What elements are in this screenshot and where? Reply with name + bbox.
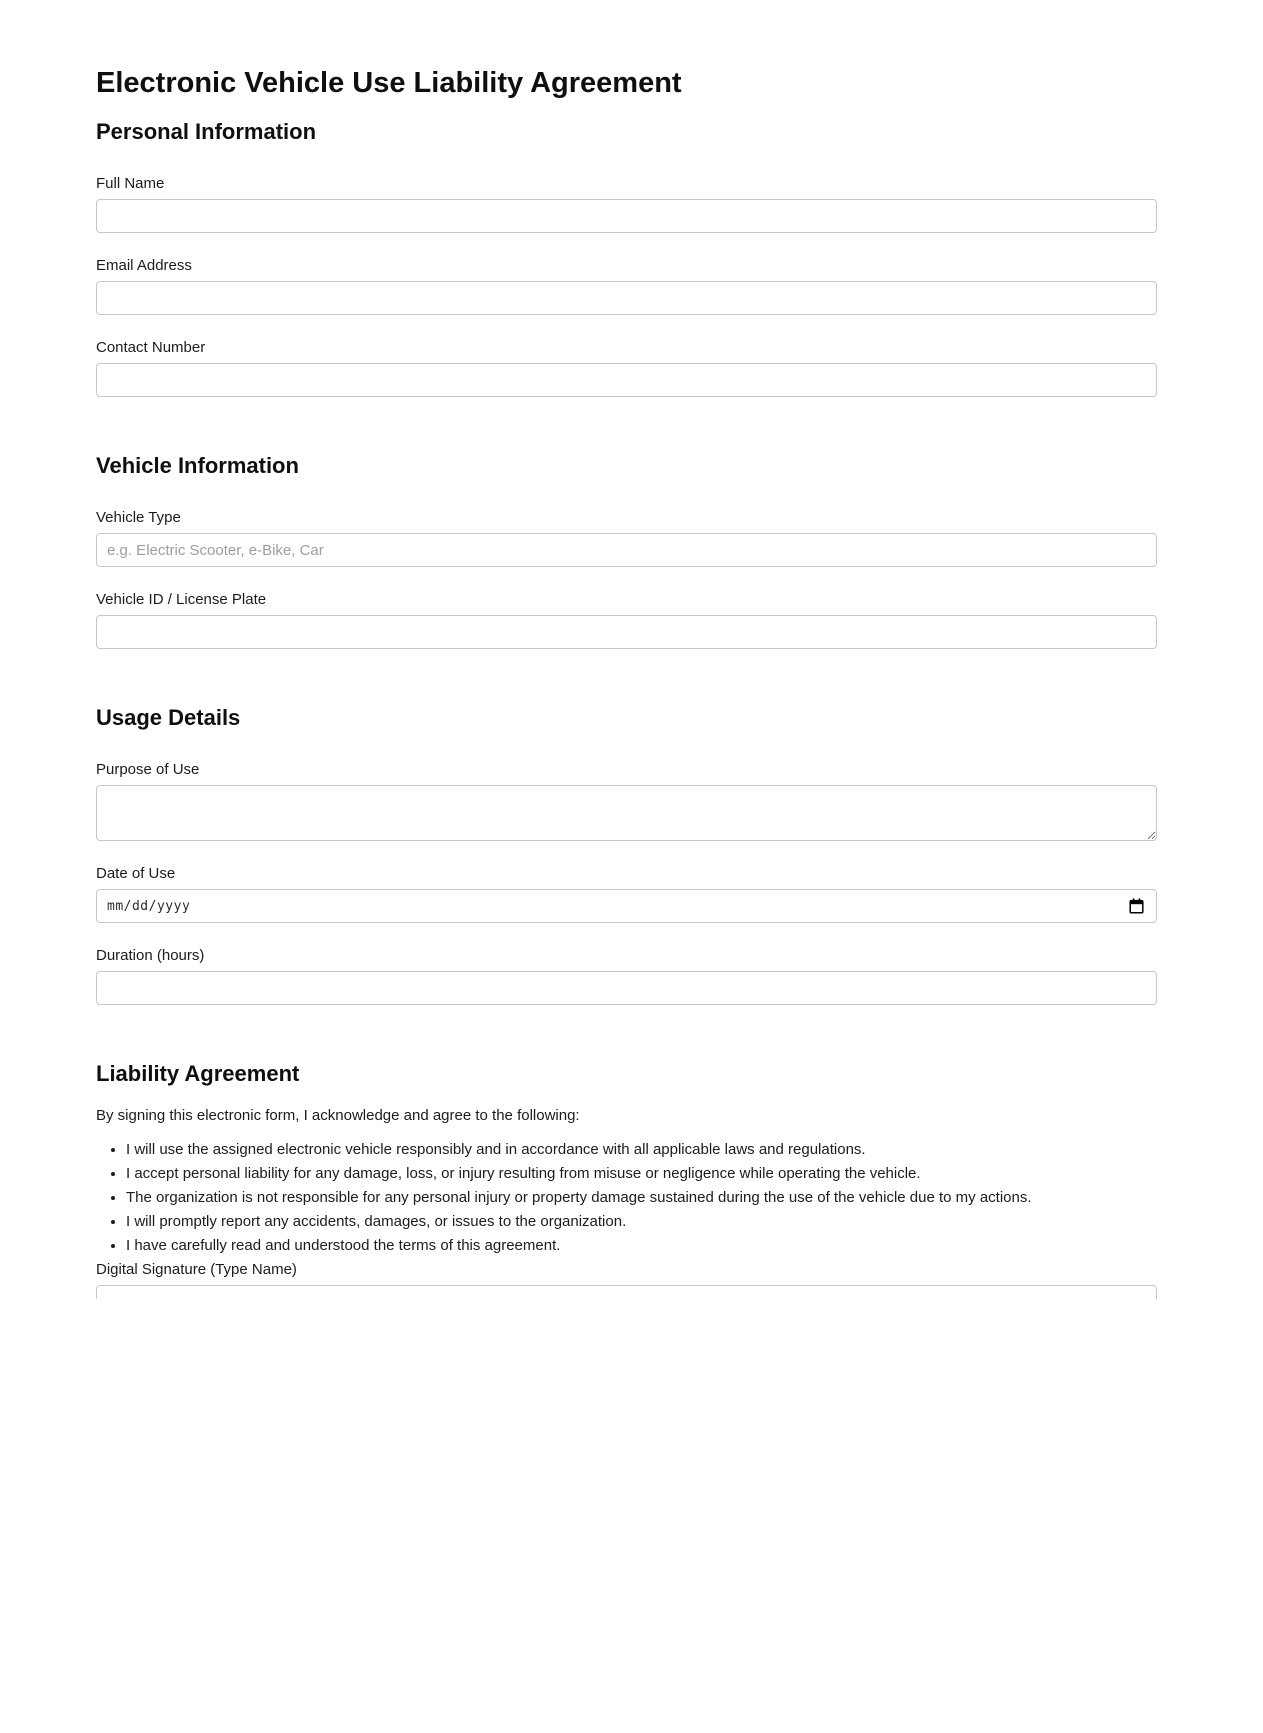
section-heading-personal: Personal Information [96, 119, 317, 144]
email-label: Email Address [96, 257, 192, 274]
form-container [96, 0, 1157, 1299]
contact-number-input[interactable] [96, 363, 1157, 397]
section-heading-vehicle: Vehicle Information [96, 453, 299, 478]
page-title: Electronic Vehicle Use Liability Agreement [96, 67, 682, 99]
field-date-of-use [96, 865, 1157, 923]
field-email [96, 257, 1157, 315]
list-item: • I have carefully read and understood the terms of this agreement. [126, 1237, 1157, 1254]
date-of-use-input[interactable] [96, 889, 1157, 923]
list-item: • The organization is not responsible for any personal injury or property damage sustained during the use of the vehicle due to my actions. [126, 1189, 1157, 1206]
contact-number-label: Contact Number [96, 339, 206, 356]
list-item: • I will use the assigned electronic vehicle responsibly and in accordance with all applicable laws and regulations. [126, 1141, 1157, 1158]
duration-input[interactable] [96, 971, 1157, 1005]
vehicle-type-input[interactable] [96, 533, 1157, 567]
section-usage-details [96, 705, 1157, 1005]
section-personal-information [96, 119, 1157, 397]
digital-signature-clip [96, 1285, 1157, 1299]
purpose-of-use-label: Purpose of Use [96, 761, 200, 778]
section-liability-agreement [96, 1061, 1157, 1299]
field-duration [96, 947, 1157, 1005]
section-vehicle-information [96, 453, 1157, 649]
vehicle-type-label: Vehicle Type [96, 509, 181, 526]
field-vehicle-id [96, 591, 1157, 649]
email-field[interactable] [96, 281, 1157, 315]
section-heading-liability: Liability Agreement [96, 1061, 300, 1086]
vehicle-id-label: Vehicle ID / License Plate [96, 591, 267, 608]
liability-intro-text: By signing this electronic form, I acknowledge and agree to the following: [96, 1107, 580, 1124]
field-digital-signature [96, 1261, 1157, 1299]
liability-terms-list [96, 1141, 1157, 1254]
vehicle-id-input[interactable] [96, 615, 1157, 649]
full-name-label: Full Name [96, 175, 165, 192]
section-heading-usage: Usage Details [96, 705, 241, 730]
date-format-text: mm/dd/yyyy [107, 898, 191, 914]
full-name-input[interactable] [96, 199, 1157, 233]
field-purpose-of-use [96, 761, 1157, 841]
digital-signature-label: Digital Signature (Type Name) [96, 1261, 297, 1278]
list-item: • I accept personal liability for any damage, loss, or injury resulting from misuse or negligence while operating the vehicle. [126, 1165, 1157, 1182]
digital-signature-input[interactable] [96, 1285, 1157, 1299]
date-of-use-label: Date of Use [96, 865, 176, 882]
list-item: • I will promptly report any accidents, damages, or issues to the organization. [126, 1213, 1157, 1230]
field-vehicle-type [96, 509, 1157, 567]
purpose-of-use-textarea[interactable] [96, 785, 1157, 841]
calendar-icon[interactable] [1129, 898, 1144, 914]
field-contact-number [96, 339, 1157, 397]
field-full-name [96, 175, 1157, 233]
duration-label: Duration (hours) [96, 947, 205, 964]
